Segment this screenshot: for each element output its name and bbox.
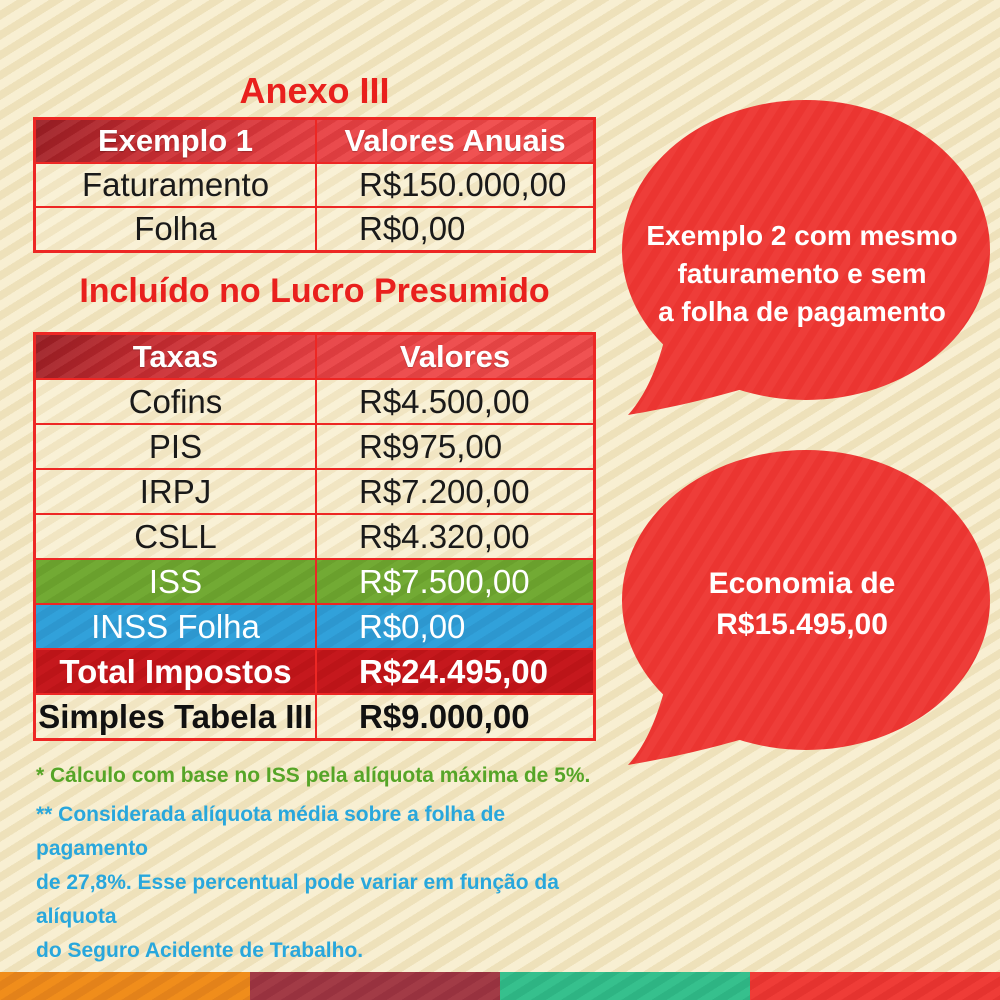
bottom-bar-teal <box>500 972 750 1000</box>
row-value: R$975,00 <box>359 427 503 465</box>
table-row-simples-tabela-iii <box>36 693 593 738</box>
example-table-header-value: Valores Anuais <box>344 123 566 158</box>
lucro-presumido-heading: Incluído no Lucro Presumido <box>79 272 550 310</box>
footnote-line: de 27,8%. Esse percentual pode variar em função da alíquota <box>36 871 559 928</box>
row-value: R$9.000,00 <box>359 697 530 735</box>
row-value: R$24.495,00 <box>359 652 548 690</box>
bubble-line: Exemplo 2 com mesmo <box>646 220 958 251</box>
row-value: R$4.500,00 <box>359 382 530 420</box>
row-label: ISS <box>36 560 317 603</box>
footnote-line: do Seguro Acidente de Trabalho. <box>36 939 364 962</box>
row-value: R$4.320,00 <box>359 517 530 555</box>
row-value: R$7.500,00 <box>359 562 530 600</box>
table-row-inss-folha <box>36 603 593 648</box>
table-row-total-impostos <box>36 648 593 693</box>
row-value: R$150.000,00 <box>359 166 567 203</box>
speech-bubble-text <box>612 217 992 331</box>
footnote-iss: * Cálculo com base no ISS pela alíquota máxima de 5%. <box>36 764 591 787</box>
footnote-inss <box>36 798 611 968</box>
row-value: R$0,00 <box>359 607 466 645</box>
table-row-cofins <box>36 378 593 423</box>
tax-table-header-row <box>36 335 593 378</box>
speech-bubble-text <box>612 563 992 645</box>
table-row-csll <box>36 513 593 558</box>
row-label: Folha <box>36 208 317 250</box>
bottom-bar-orange <box>0 972 250 1000</box>
table-row-iss <box>36 558 593 603</box>
speech-bubble-economia <box>598 445 998 793</box>
anexo-title: Anexo III <box>239 70 390 111</box>
row-label: IRPJ <box>36 470 317 513</box>
row-label: PIS <box>36 425 317 468</box>
bottom-bar-maroon <box>250 972 500 1000</box>
example-table-header-label: Exemplo 1 <box>36 120 317 162</box>
row-label: CSLL <box>36 515 317 558</box>
bubble-line: a folha de pagamento <box>658 296 946 327</box>
bottom-bar-red <box>750 972 1000 1000</box>
row-label: Cofins <box>36 380 317 423</box>
row-label: INSS Folha <box>36 605 317 648</box>
table-row <box>36 206 593 250</box>
table-row-irpj <box>36 468 593 513</box>
tax-table-header-value: Valores <box>399 338 511 374</box>
row-label: Simples Tabela III <box>36 695 317 738</box>
row-label: Faturamento <box>36 164 317 206</box>
row-label: Total Impostos <box>36 650 317 693</box>
example-table-header-row <box>36 120 593 162</box>
tax-table <box>33 332 596 741</box>
row-value: R$0,00 <box>359 210 466 247</box>
footnote-line: ** Considerada alíquota média sobre a folha de pagamento <box>36 803 506 860</box>
table-row <box>36 162 593 206</box>
bubble-line: faturamento e sem <box>677 258 927 289</box>
table-row-pis <box>36 423 593 468</box>
example-table <box>33 117 596 253</box>
bubble-line: R$15.495,00 <box>716 608 888 641</box>
speech-bubble-exemplo-2 <box>598 95 998 443</box>
bubble-line: Economia de <box>708 567 896 600</box>
row-value: R$7.200,00 <box>359 472 530 510</box>
tax-table-header-label: Taxas <box>36 335 317 378</box>
